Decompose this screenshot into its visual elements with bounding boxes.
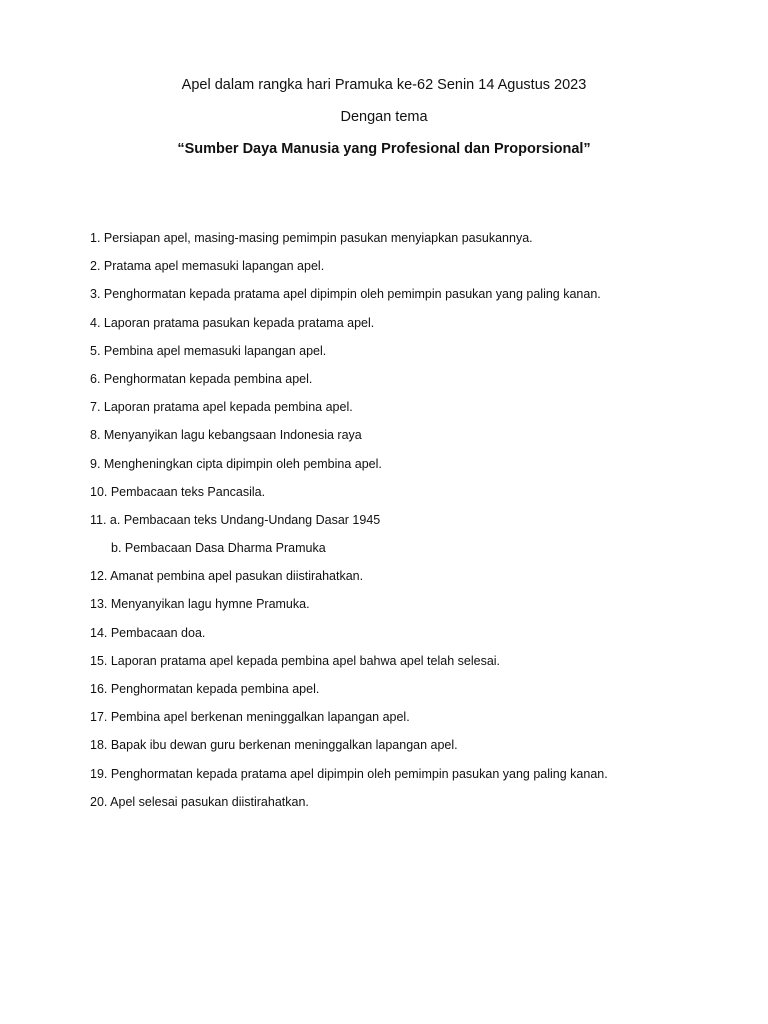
list-item: 19. Penghormatan kepada pratama apel dipimpin oleh pemimpin pasukan yang paling kanan.	[90, 766, 608, 781]
list-item: 13. Menyanyikan lagu hymne Pramuka.	[90, 597, 310, 612]
list-item: 9. Mengheningkan cipta dipimpin oleh pembina apel.	[90, 456, 382, 471]
document-theme: “Sumber Daya Manusia yang Profesional dan Proporsional”	[177, 141, 591, 157]
list-item: 14. Pembacaan doa.	[90, 625, 206, 640]
list-item: 17. Pembina apel berkenan meninggalkan lapangan apel.	[90, 710, 410, 725]
list-item: 8. Menyanyikan lagu kebangsaan Indonesia raya	[90, 428, 362, 443]
list-item: 1. Persiapan apel, masing-masing pemimpin pasukan menyiapkan pasukannya.	[90, 231, 533, 245]
document-subtitle: Dengan tema	[340, 109, 428, 125]
list-item: 11. a. Pembacaan teks Undang-Undang Dasar 1945	[90, 512, 381, 527]
list-item: 18. Bapak ibu dewan guru berkenan meninggalkan lapangan apel.	[90, 738, 458, 753]
list-item: 7. Laporan pratama apel kepada pembina apel.	[90, 400, 353, 415]
list-item: 5. Pembina apel memasuki lapangan apel.	[90, 343, 327, 358]
list-item: 6. Penghormatan kepada pembina apel.	[90, 371, 313, 386]
document-title: Apel dalam rangka hari Pramuka ke-62 Senin 14 Agustus 2023	[181, 77, 587, 93]
list-item: 4. Laporan pratama pasukan kepada pratama apel.	[90, 315, 375, 330]
list-item: 2. Pratama apel memasuki lapangan apel.	[90, 259, 325, 274]
list-item: 15. Laporan pratama apel kepada pembina apel bahwa apel telah selesai.	[90, 653, 501, 668]
list-item: 20. Apel selesai pasukan diistirahatkan.	[90, 794, 309, 809]
list-item: 10. Pembacaan teks Pancasila.	[90, 484, 266, 499]
list-item: 3. Penghormatan kepada pratama apel dipimpin oleh pemimpin pasukan yang paling kanan.	[90, 287, 601, 302]
list-item: 12. Amanat pembina apel pasukan diistirahatkan.	[90, 569, 364, 584]
list-item: 16. Penghormatan kepada pembina apel.	[90, 682, 320, 696]
list-subitem: b. Pembacaan Dasa Dharma Pramuka	[111, 541, 326, 556]
ceremony-steps-list	[90, 231, 608, 823]
